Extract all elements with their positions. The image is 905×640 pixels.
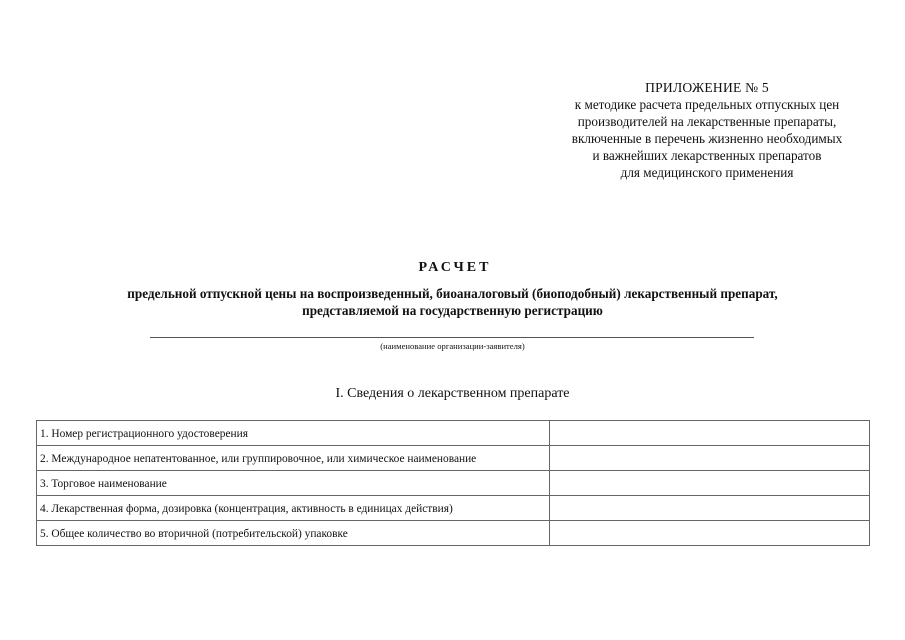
- row-label: 2. Международное непатентованное, или группировочное, или химическое наименование: [37, 446, 550, 471]
- org-name-line: [150, 337, 754, 338]
- drug-info-table: [36, 420, 870, 546]
- row-label: 3. Торговое наименование: [37, 471, 550, 496]
- document-subtitle-line: представляемой на государственную регистрацию: [302, 303, 603, 318]
- appendix-heading: ПРИЛОЖЕНИЕ № 5: [645, 80, 769, 95]
- row-label: 5. Общее количество во вторичной (потребительской) упаковке: [37, 521, 550, 546]
- table-row: [37, 496, 870, 521]
- appendix-header: [500, 79, 905, 181]
- section-heading: I. Сведения о лекарственном препарате: [335, 386, 570, 401]
- table-row: [37, 446, 870, 471]
- table-row: [37, 471, 870, 496]
- appendix-line: к методике расчета предельных отпускных цен: [574, 97, 840, 112]
- row-value: [550, 421, 870, 446]
- appendix-line: производителей на лекарственные препараты,: [577, 114, 837, 129]
- row-value: [550, 446, 870, 471]
- document-subtitle-line: предельной отпускной цены на воспроизведенный, биоаналоговый (биоподобный) лекарственный препарат,: [127, 286, 778, 301]
- document-title-block: [0, 260, 905, 319]
- table-row: [37, 421, 870, 446]
- row-label: 4. Лекарственная форма, дозировка (концентрация, активность в единицах действия): [37, 496, 550, 521]
- org-name-caption: (наименование организации-заявителя): [380, 341, 525, 351]
- row-value: [550, 521, 870, 546]
- appendix-line: и важнейших лекарственных препаратов: [592, 148, 822, 163]
- row-label: 1. Номер регистрационного удостоверения: [37, 421, 550, 446]
- table-row: [37, 521, 870, 546]
- appendix-line: включенные в перечень жизненно необходимых: [571, 131, 843, 146]
- document-title: РАСЧЕТ: [418, 260, 492, 275]
- row-value: [550, 471, 870, 496]
- appendix-line: для медицинского применения: [620, 165, 794, 180]
- row-value: [550, 496, 870, 521]
